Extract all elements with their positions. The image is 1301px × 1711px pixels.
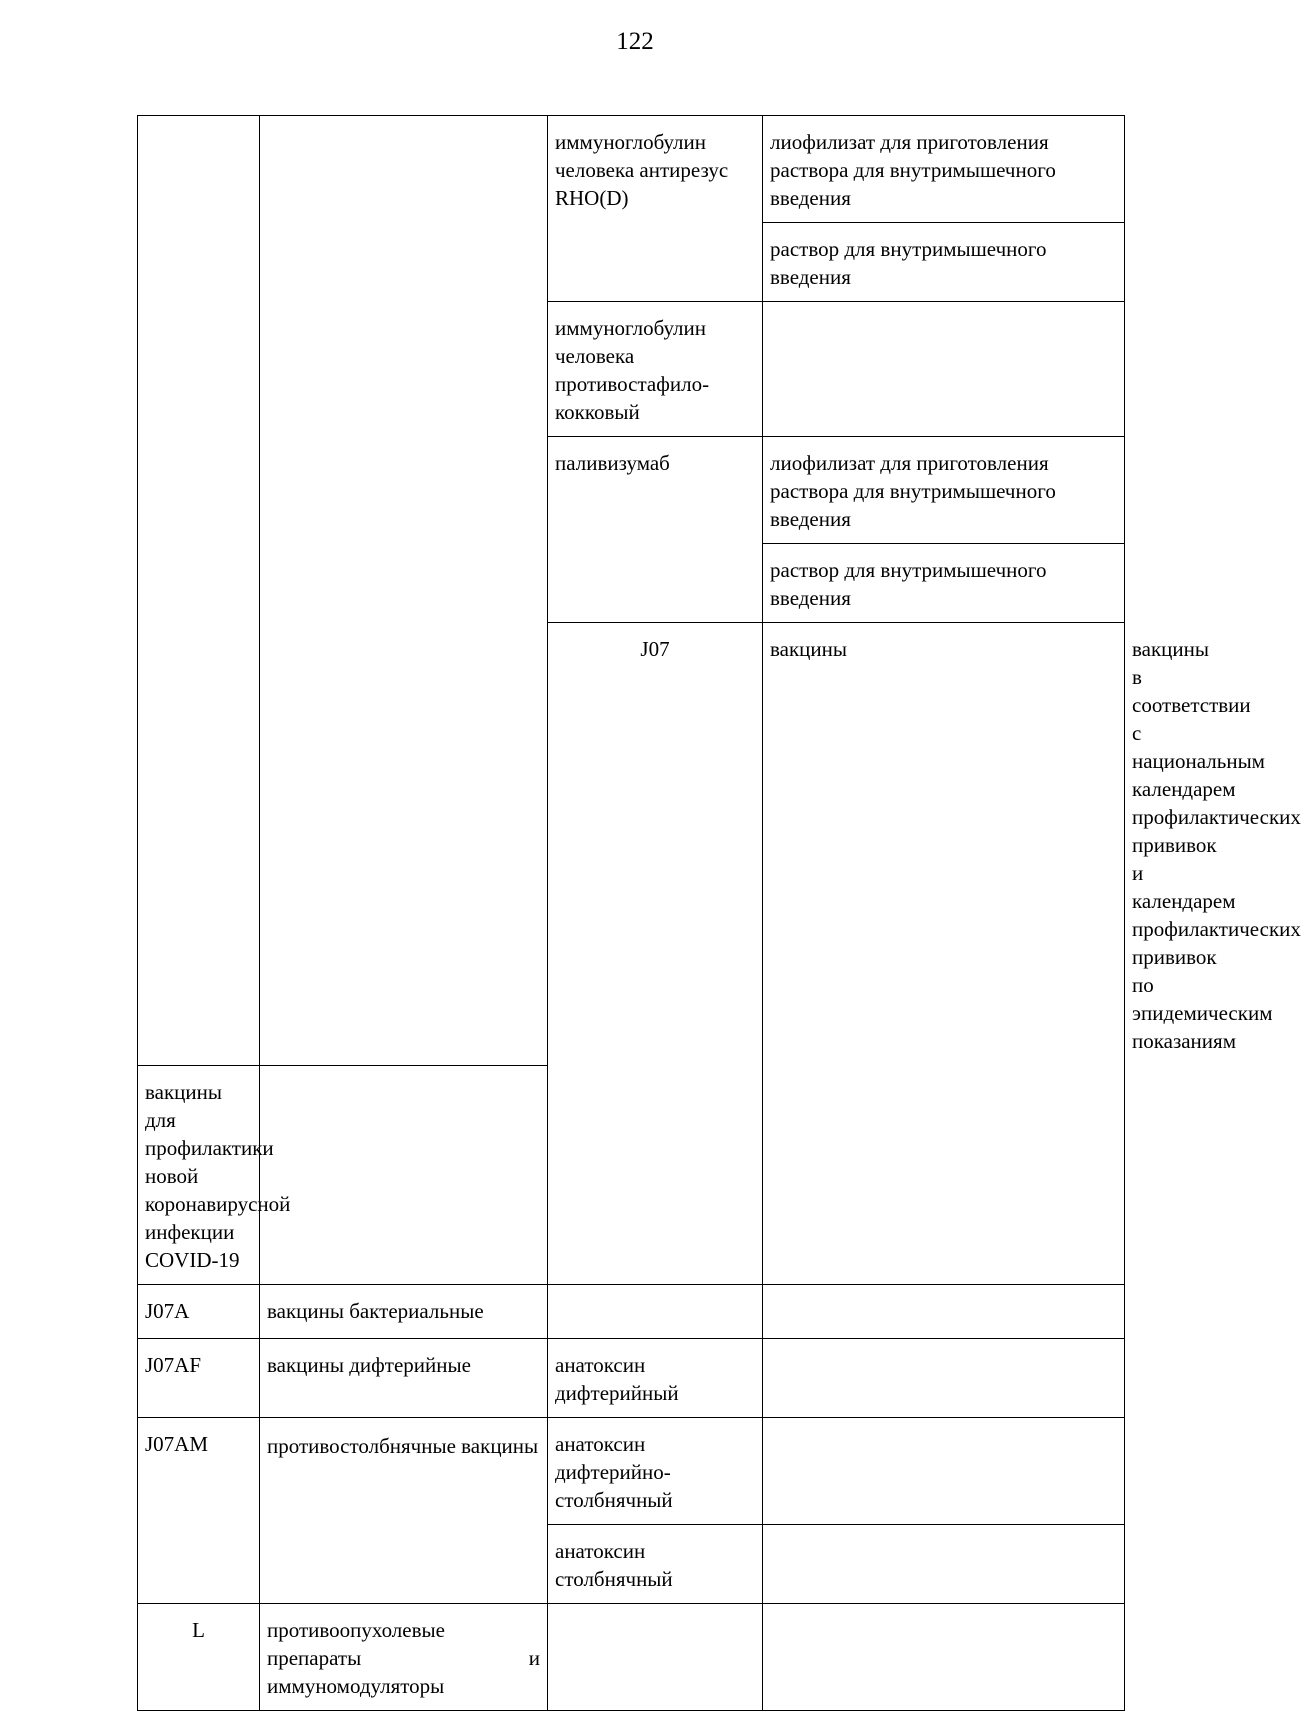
drug-cell: анатоксин дифтерийный bbox=[548, 1339, 763, 1418]
group-word: препараты bbox=[267, 1646, 362, 1670]
drug-table bbox=[137, 115, 1301, 1711]
group-line: иммуномодуляторы bbox=[267, 1674, 445, 1698]
group-cell bbox=[260, 1604, 548, 1711]
group-cell: противостолбнячные вакцины bbox=[260, 1418, 548, 1604]
form-cell bbox=[763, 1604, 1125, 1711]
code-cell: L bbox=[138, 1604, 260, 1711]
drug-cell: паливизумаб bbox=[548, 437, 763, 623]
code-cell: J07AM bbox=[138, 1418, 260, 1604]
form-cell bbox=[763, 1285, 1125, 1339]
code-cell bbox=[138, 116, 260, 1066]
drug-cell bbox=[548, 1285, 763, 1339]
page-number: 122 bbox=[616, 28, 654, 55]
group-cell: вакцины bbox=[763, 623, 1125, 1285]
form-cell: лиофилизат для приготовления раствора для внутримышечного введения bbox=[763, 437, 1125, 544]
table-row bbox=[138, 1604, 1125, 1711]
form-cell bbox=[763, 302, 1125, 437]
drug-cell bbox=[548, 1604, 763, 1711]
drug-cell: анатоксин дифтерийно-столбнячный bbox=[548, 1418, 763, 1525]
form-cell: лиофилизат для приготовления раствора для внутримышечного введения bbox=[763, 116, 1125, 223]
drug-cell: анатоксин столбнячный bbox=[548, 1525, 763, 1604]
form-cell bbox=[763, 1339, 1125, 1418]
group-cell bbox=[260, 116, 548, 1066]
table-row bbox=[138, 1339, 1125, 1418]
form-cell: раствор для внутримышечного введения bbox=[763, 223, 1125, 302]
table-row: J07 вакцины вакцины в соответствии с национальным календарем профилактических прививок и календарем профилактических прививок по эпидемическим показаниям bbox=[138, 623, 1125, 1066]
group-line: противоопухолевые bbox=[267, 1618, 445, 1642]
form-cell bbox=[763, 1525, 1125, 1604]
group-cell: вакцины дифтерийные bbox=[260, 1339, 548, 1418]
group-line bbox=[267, 1644, 540, 1672]
code-cell: J07A bbox=[138, 1285, 260, 1339]
code-cell: J07 bbox=[548, 623, 763, 1285]
drug-cell: иммуноглобулин человека антирезус RHO(D) bbox=[548, 116, 763, 302]
group-word: и bbox=[528, 1646, 540, 1670]
table-row bbox=[138, 1285, 1125, 1339]
table-row bbox=[138, 1418, 1125, 1525]
drug-cell: иммуноглобулин человека противостафило-кокковый bbox=[548, 302, 763, 437]
drug-cell: вакцины для профилактики новой коронавирусной инфекции COVID-19 bbox=[138, 1066, 260, 1285]
form-cell: раствор для внутримышечного введения bbox=[763, 544, 1125, 623]
code-cell: J07AF bbox=[138, 1339, 260, 1418]
table-row bbox=[138, 116, 1125, 223]
group-cell: вакцины бактериальные bbox=[260, 1285, 548, 1339]
form-cell bbox=[763, 1418, 1125, 1525]
